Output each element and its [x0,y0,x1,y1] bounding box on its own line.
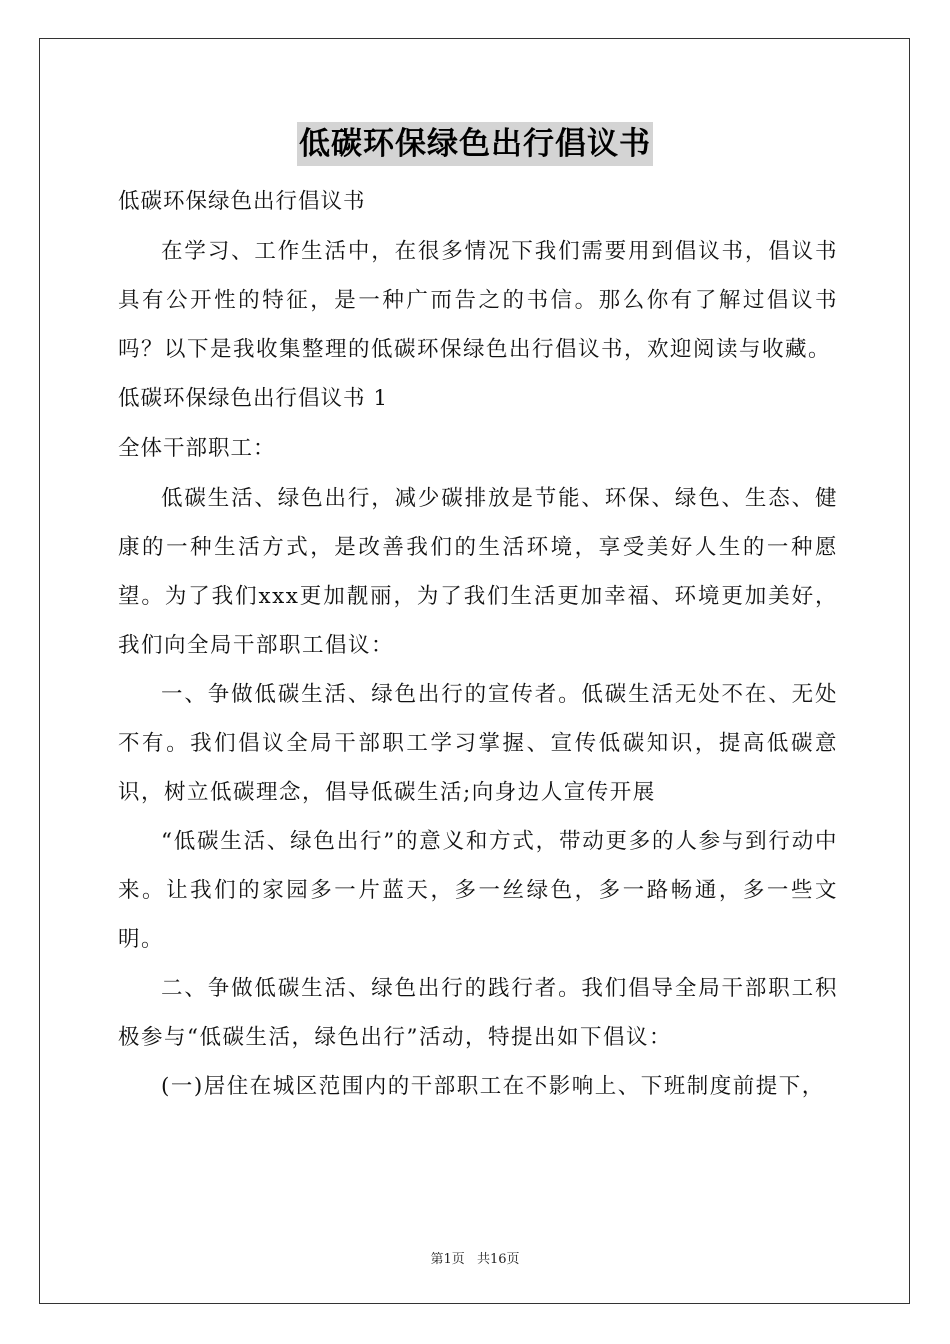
body-paragraph-1: 低碳生活、绿色出行，减少碳排放是节能、环保、绿色、生态、健康的一种生活方式，是改善我们的生活环境，享受美好人生的一种愿望。为了我们xxx更加靓丽，为了我们生活更加幸福、环境更加美好，我们向全局干部职工倡议： [118,486,838,658]
body-paragraph-2: 一、争做低碳生活、绿色出行的宣传者。低碳生活无处不在、无处不有。我们倡议全局干部职工学习掌握、宣传低碳知识，提高低碳意识，树立低碳理念，倡导低碳生活;向身边人宣传开展 [118,682,838,805]
document-title: 低碳环保绿色出行倡议书 [297,122,653,166]
body-paragraph-4: 二、争做低碳生活、绿色出行的践行者。我们倡导全局干部职工积极参与“低碳生活，绿色出行”活动，特提出如下倡议： [118,976,838,1050]
title-container [0,122,950,166]
document-subtitle: 低碳环保绿色出行倡议书 [118,189,366,214]
section-heading: 低碳环保绿色出行倡议书 1 [118,386,389,411]
page-number: 第1页 [430,1252,465,1267]
body-paragraph-3: “低碳生活、绿色出行”的意义和方式，带动更多的人参与到行动中来。让我们的家园多一片蓝天，多一丝绿色，多一路畅通，多一些文明。 [118,829,838,952]
body-paragraph-5: (一)居住在城区范围内的干部职工在不影响上、下班制度前提下， [161,1074,825,1099]
intro-paragraph: 在学习、工作生活中，在很多情况下我们需要用到倡议书，倡议书具有公开性的特征，是一种广而告之的书信。那么你有了解过倡议书吗？以下是我收集整理的低碳环保绿色出行倡议书，欢迎阅读与收藏。 [118,239,838,362]
page-total: 共16页 [476,1252,520,1267]
page-footer [0,1248,950,1267]
document-body [118,177,838,1111]
salutation: 全体干部职工： [118,436,276,461]
